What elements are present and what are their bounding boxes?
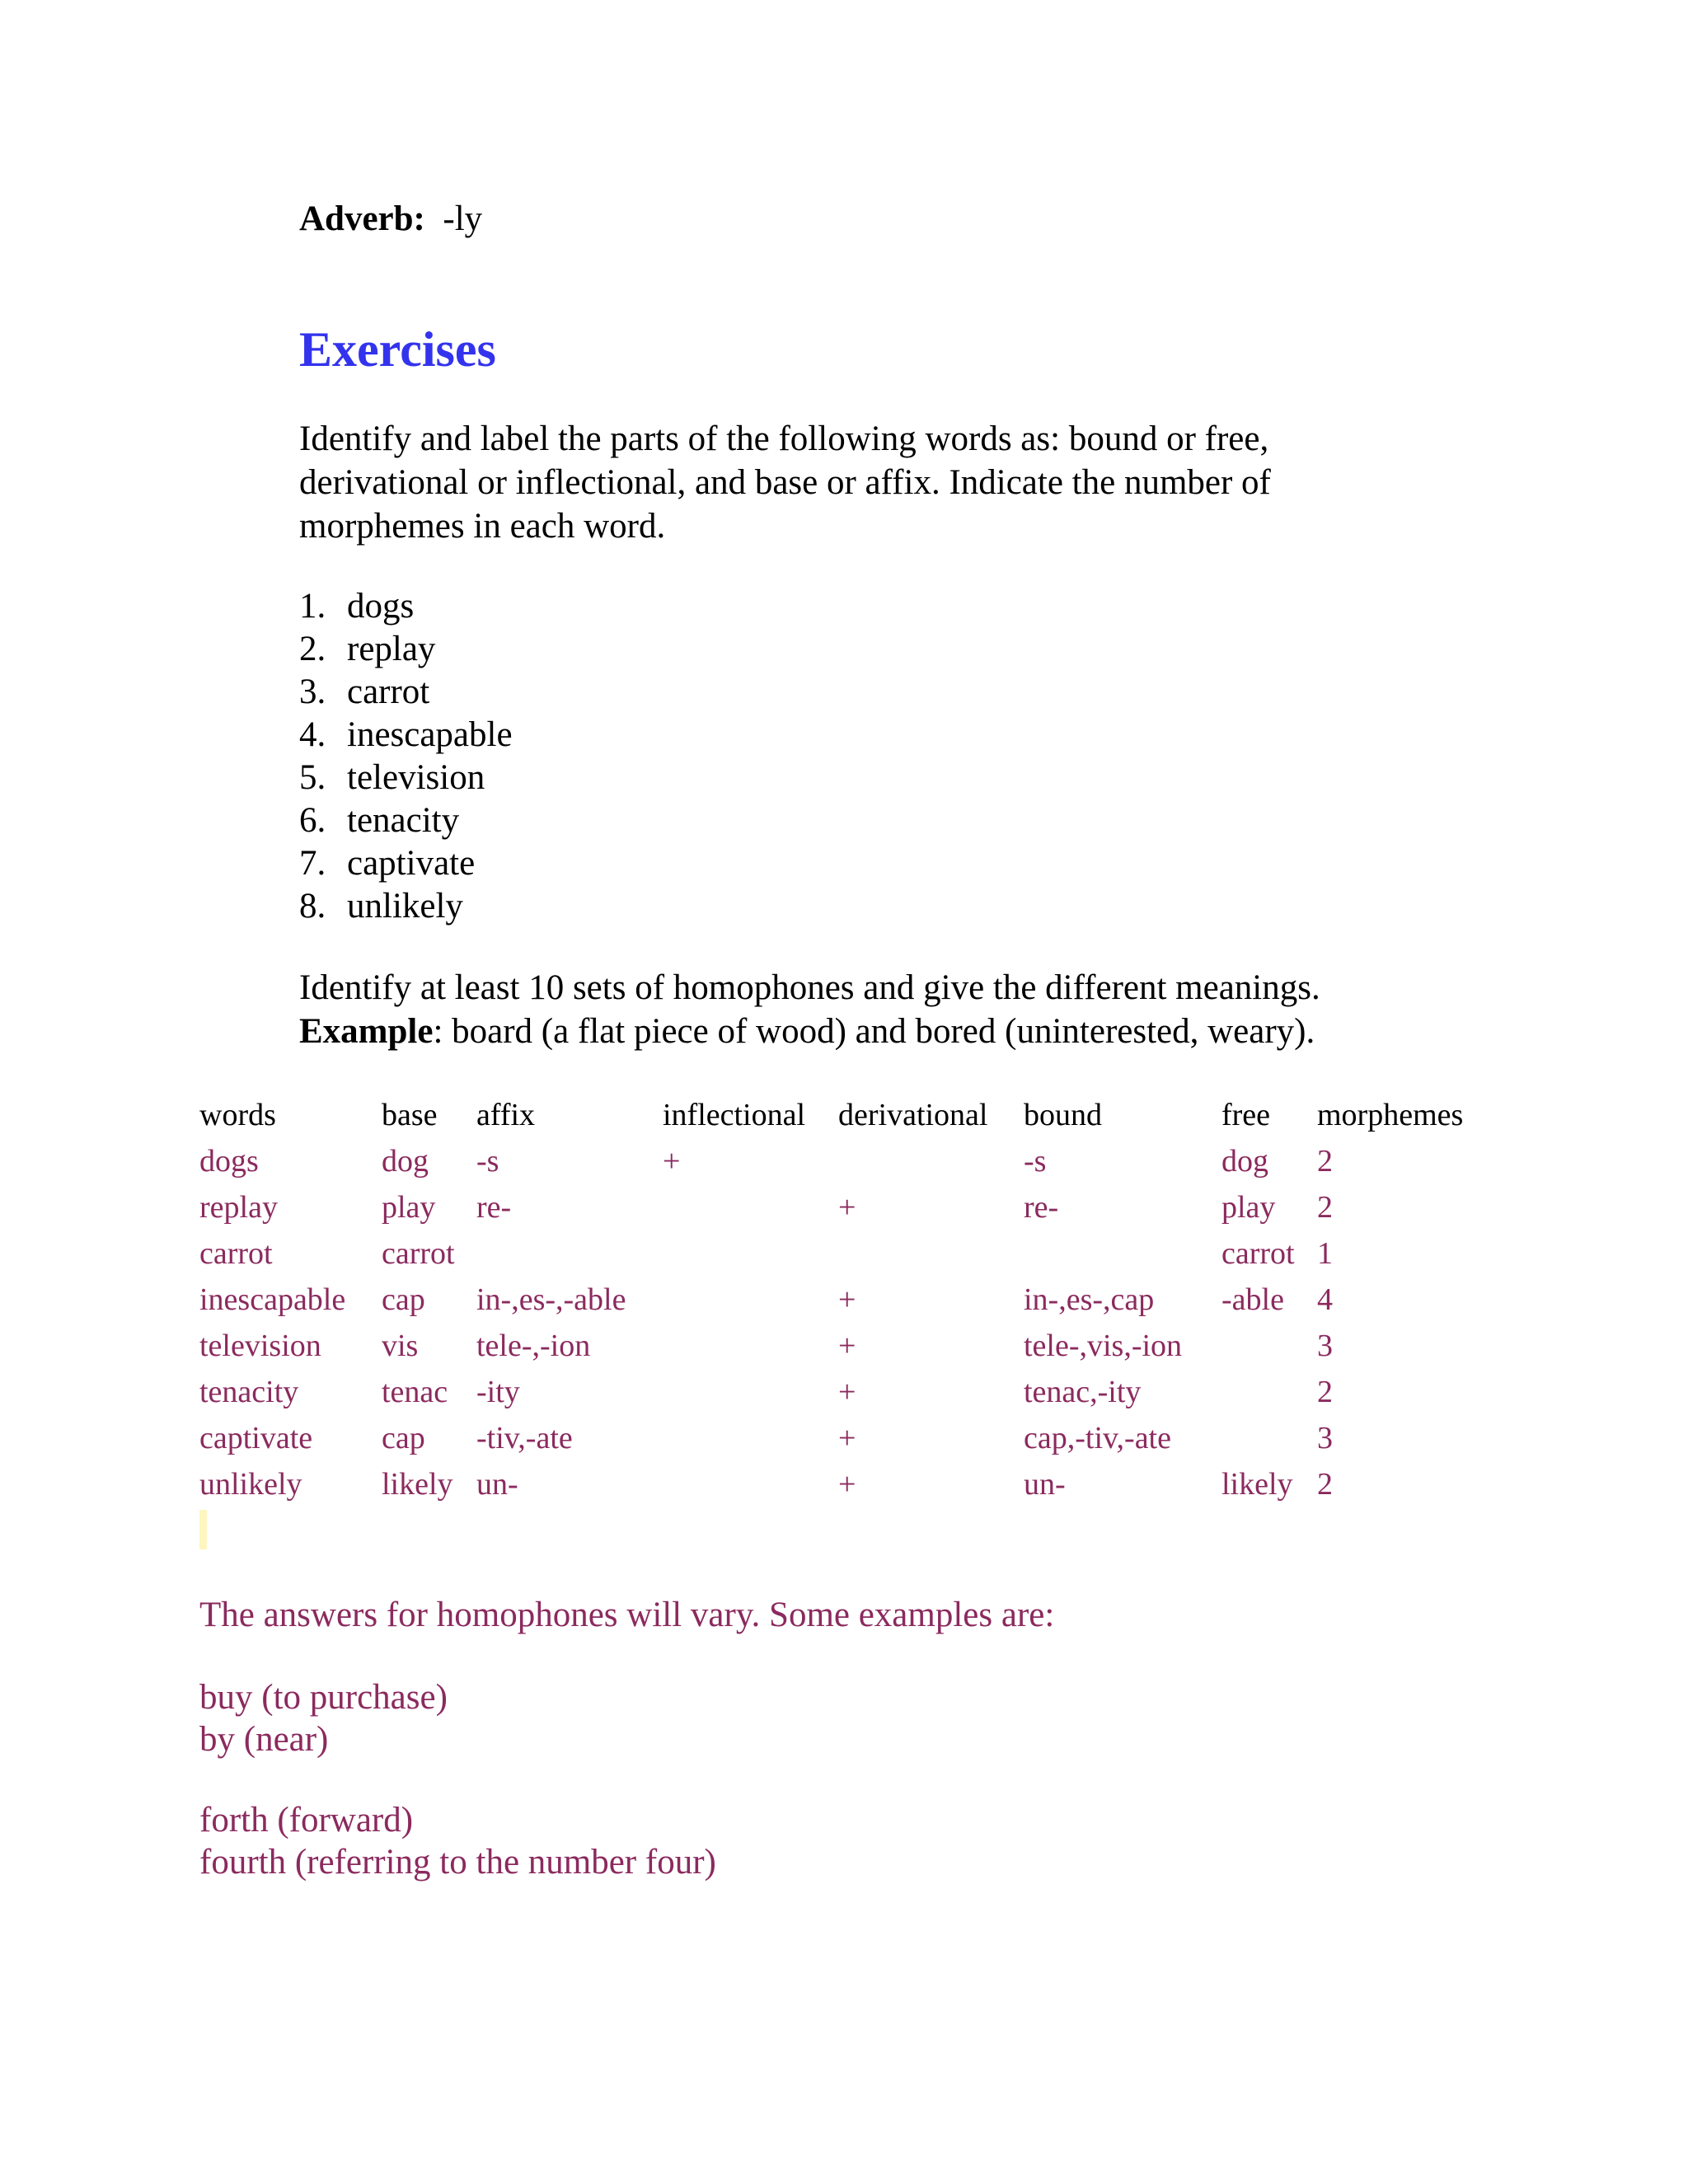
table-cell: cap,-tiv,-ate [1024,1421,1171,1455]
table-cell: play [382,1190,436,1225]
table-cell: cap [382,1421,425,1455]
table-cell: tenacity [199,1375,299,1409]
table-cell: 3 [1317,1421,1333,1455]
table-cell: -ity [476,1375,520,1409]
table-cell: carrot [382,1236,455,1271]
table-row [199,1184,1485,1230]
example-line [299,1010,1320,1053]
table-row [199,1461,1485,1507]
example-text: : board (a flat piece of wood) and bored (uninterested, weary). [433,1012,1315,1051]
table-cell: 1 [1317,1236,1333,1271]
table-header-cell: base [382,1098,438,1132]
table-cell: + [838,1467,856,1502]
table-cell: television [199,1329,321,1363]
list-word: captivate [347,844,476,883]
list-item [299,585,513,628]
homophone-pair [199,1676,448,1760]
table-cell: tenac [382,1375,448,1409]
table-cell: captivate [199,1421,313,1455]
table-cell: tenac,-ity [1024,1375,1142,1409]
table-header-cell: derivational [838,1098,988,1132]
table-cell: -able [1221,1282,1284,1317]
table-cell: -s [476,1144,499,1179]
table-cell: 4 [1317,1282,1333,1317]
table-cell: dog [1221,1144,1268,1179]
table-header-cell: words [199,1098,276,1132]
table-header-cell: affix [476,1098,536,1132]
table-header-cell: inflectional [663,1098,806,1132]
list-number: 2. [299,630,326,668]
list-word: replay [347,630,436,668]
list-item [299,671,513,714]
instructions-line: Identify and label the parts of the following words as: bound or free, [299,419,1269,458]
table-cell: cap [382,1282,425,1317]
list-item [299,714,513,757]
table-cell: carrot [1221,1236,1295,1271]
list-number: 8. [299,887,326,926]
homophone-line: buy (to purchase) [199,1678,448,1717]
table-cell: + [663,1144,681,1179]
table-cell: + [838,1329,856,1363]
homophone-line: forth (forward) [199,1801,414,1840]
table-cell: vis [382,1329,419,1363]
table-cell: tele-,vis,-ion [1024,1329,1183,1363]
list-item [299,628,513,671]
list-number: 7. [299,844,326,883]
table-cell: replay [199,1190,278,1225]
list-item [299,885,513,928]
table-cell: un- [476,1467,518,1502]
table-cell: play [1221,1190,1276,1225]
table-header-row [199,1092,1485,1138]
table-cell: + [838,1190,856,1225]
homophone-line: fourth (referring to the number four) [199,1843,716,1882]
table-cell: carrot [199,1236,273,1271]
table-cell: -s [1024,1144,1047,1179]
table-cell: tele-,-ion [476,1329,591,1363]
list-word: inescapable [347,715,513,754]
table-cell: re- [1024,1190,1059,1225]
word-list [299,585,513,928]
instructions-paragraph [299,417,1271,548]
list-word: carrot [347,673,430,711]
adverb-label: Adverb: [299,199,425,238]
text-cursor [199,1510,207,1549]
table-cell: re- [476,1190,512,1225]
list-word: television [347,758,485,797]
adverb-line [299,198,482,241]
list-item [299,842,513,885]
table-header-cell: morphemes [1317,1098,1464,1132]
list-number: 1. [299,587,326,626]
table-cell: likely [1221,1467,1293,1502]
table-cell: likely [382,1467,453,1502]
table-row [199,1277,1485,1323]
table-cell: un- [1024,1467,1066,1502]
instructions-line: derivational or inflectional, and base or affix. Indicate the number of [299,463,1271,502]
table-cell: + [838,1421,856,1455]
table-cell: -tiv,-ate [476,1421,573,1455]
table-cell: 3 [1317,1329,1333,1363]
adverb-suffix: -ly [443,199,483,238]
list-number: 3. [299,673,326,711]
table-cell: dogs [199,1144,259,1179]
homophone-line: by (near) [199,1720,329,1759]
list-item [299,757,513,799]
table-cell: in-,es-,-able [476,1282,626,1317]
exercises-title: Exercises [299,322,496,377]
list-word: tenacity [347,801,460,840]
homophone-task-line: Identify at least 10 sets of homophones and give the different meanings. [299,968,1320,1007]
homophone-task [299,966,1320,1053]
table-cell: unlikely [199,1467,302,1502]
table-row [199,1323,1485,1369]
table-header-cell: free [1221,1098,1271,1132]
list-word: dogs [347,587,415,626]
table-row [199,1415,1485,1461]
list-item [299,799,513,842]
table-header-cell: bound [1024,1098,1102,1132]
list-word: unlikely [347,887,463,926]
table-cell: + [838,1282,856,1317]
table-cell: inescapable [199,1282,346,1317]
table-cell: + [838,1375,856,1409]
list-number: 6. [299,801,326,840]
list-number: 4. [299,715,326,754]
table-cell: in-,es-,cap [1024,1282,1155,1317]
example-label: Example [299,1012,434,1051]
table-cell: dog [382,1144,429,1179]
table-cell: 2 [1317,1144,1333,1179]
table-cell: 2 [1317,1467,1333,1502]
list-number: 5. [299,758,326,797]
table-row [199,1230,1485,1277]
homophone-pair [199,1799,716,1883]
table-row [199,1369,1485,1415]
answers-intro: The answers for homophones will vary. Some examples are: [199,1596,1055,1634]
table-row [199,1138,1485,1184]
instructions-line: morphemes in each word. [299,507,666,546]
table-cell: 2 [1317,1190,1333,1225]
table-cell: 2 [1317,1375,1333,1409]
